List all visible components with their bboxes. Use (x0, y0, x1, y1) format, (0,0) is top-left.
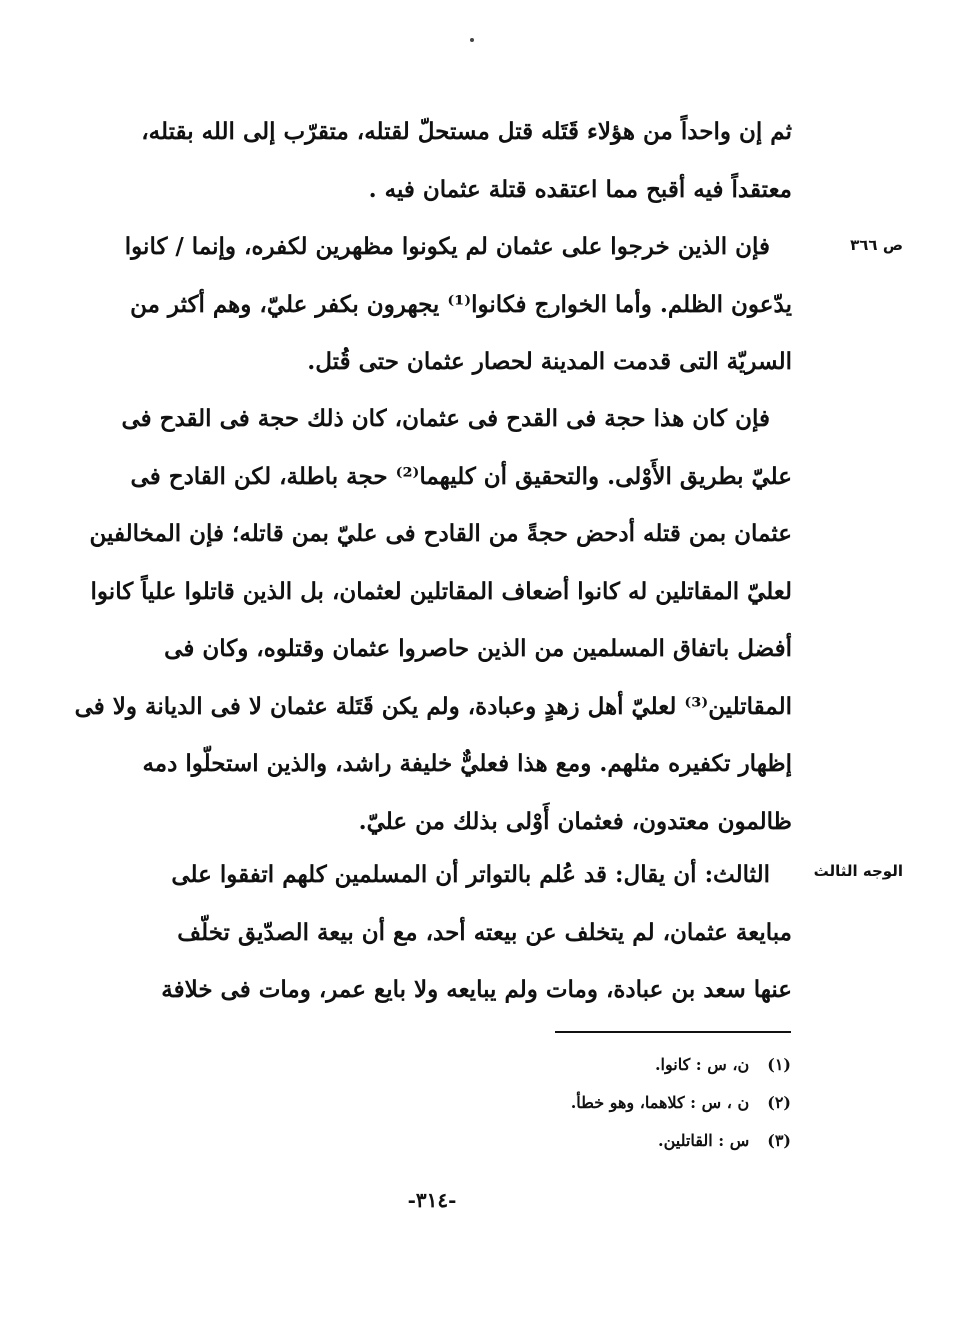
footnote-divider (555, 1031, 791, 1033)
margin-section-label: الوجه الثالث (813, 862, 903, 880)
footnote (571, 1084, 791, 1122)
paragraph-1 (98, 103, 792, 218)
footnote (571, 1122, 791, 1160)
footnote-text: س : القاتلين. (658, 1131, 750, 1150)
footnote-number: (٢) (767, 1093, 791, 1112)
footnote-text: ن، س : كانوا. (654, 1055, 750, 1074)
footnote (571, 1046, 791, 1084)
text-line: ثم إن واحداً من هؤلاء قَتَله قتل مستحلّ لقتله، متقرّب إلى الله بقتله، (141, 118, 792, 145)
paragraph-4 (98, 846, 792, 1019)
text-line: فإن كان هذا حجة فى القدح فى عثمان، كان ذلك حجة فى القدح فى (121, 405, 770, 432)
text-line: أفضل باتفاق المسلمين من الذين حاصروا عثمان وقتلوه، وكان فى (164, 635, 792, 662)
text-line: المقاتلين⁽³⁾ لعليّ أهل زهدٍ وعبادة، ولم يكن قَتَلة عثمان لا فى الديانة ولا فى (74, 692, 792, 720)
text-line: فإن الذين خرجوا على عثمان لم يكونوا مظهرين لكفره، وإنما / كانوا (124, 233, 770, 260)
text-line: السريّة التى قدمت المدينة لحصار عثمان حتى قُتل. (307, 348, 792, 375)
text-line: عنها سعد بن عبادة، ومات ولم يبايعه ولا بايع عمر، ومات فى خلافة (161, 976, 792, 1003)
section-heading: الثالث: (704, 861, 770, 888)
text-line: إظهار تكفيره مثلهم. ومع هذا فعليٌّ خليفة راشد، والذين استحلّوا دمه (142, 750, 792, 777)
text-line: أن يقال: قد عُلم بالتواتر أن المسلمين كلهم اتفقوا على (171, 861, 697, 888)
text-line: مبايعة عثمان، لم يتخلف عن بيعته أحد، مع أن بيعة الصدّيق تخلّف (177, 918, 792, 946)
text-line: لعليّ المقاتلين له كانوا أضعاف المقاتلين لعثمان، بل الذين قاتلوا علياً كانوا (90, 577, 792, 605)
text-line: معتقداً فيه أقبح مما اعتقده قتلة عثمان فيه . (368, 175, 792, 203)
paragraph-3 (74, 390, 792, 850)
margin-page-reference: ص ٣٦٦ (850, 236, 903, 254)
page-number: -٣١٤- (407, 1188, 457, 1212)
footnote-text: ن ، س : كلاهما، وهو خطأ. (570, 1093, 750, 1112)
text-line-with-heading (98, 846, 792, 904)
text-line: ظالمون معتدون، فعثمان أَوْلى بذلك من عليّ. (358, 807, 792, 835)
footnote-number: (٣) (767, 1131, 791, 1150)
footnote-number: (١) (767, 1055, 791, 1074)
footnotes (571, 1046, 791, 1160)
page-top-mark (470, 38, 474, 42)
text-line: عثمان بمن قتله أدحض حجةً من القادح فى عليّ بمن قاتله؛ فإن المخالفين (89, 520, 792, 547)
paragraph-2 (98, 218, 792, 391)
text-line: يدّعون الظلم. وأما الخوارج فكانوا⁽¹⁾ يجهرون بكفر عليّ، وهم أكثر من (130, 290, 792, 318)
text-line: عليّ بطريق الأَوْلى. والتحقيق أن كليهما⁽²⁾ حجة باطلة، لكن القادح فى (130, 462, 792, 490)
